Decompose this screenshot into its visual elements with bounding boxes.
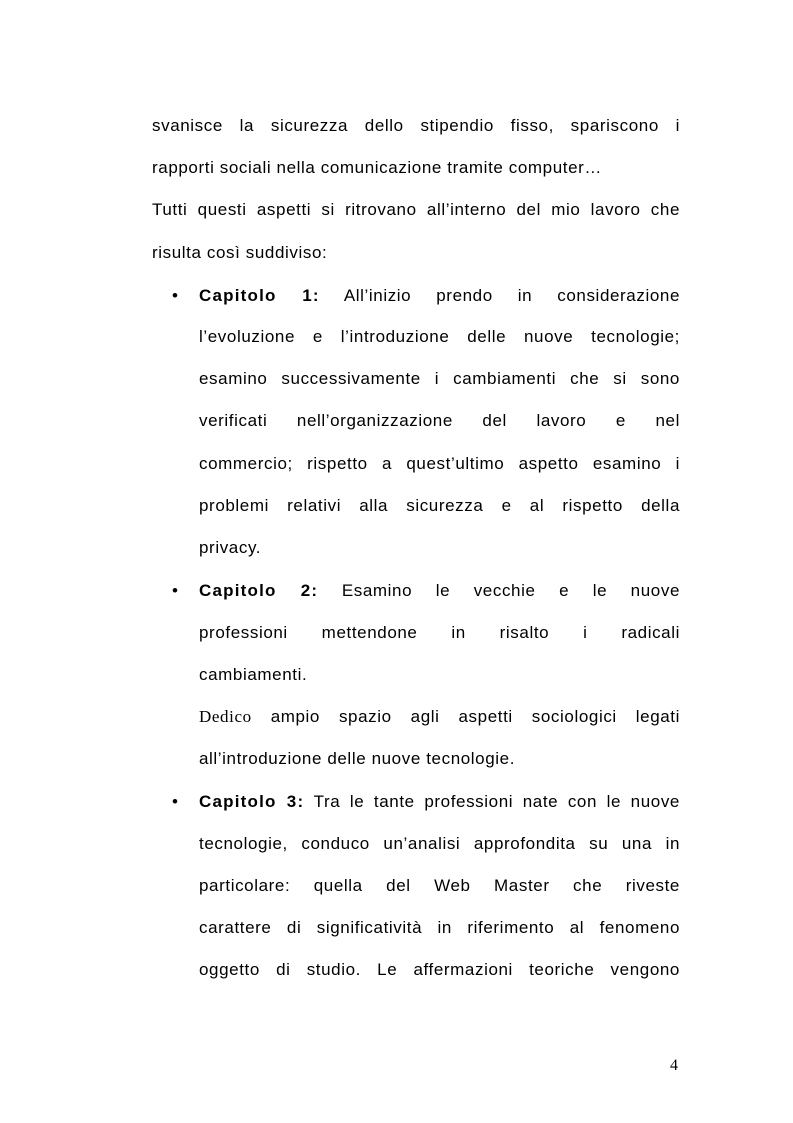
list-item-extra-line	[199, 707, 680, 727]
text-line: risulta così suddiviso:	[152, 243, 328, 262]
chapter-label: Capitolo 1:	[199, 286, 320, 305]
bullet-icon: •	[172, 792, 178, 811]
text-line: cambiamenti.	[199, 665, 308, 684]
text-span: ampio spazio agli aspetti sociologici legati	[270, 707, 681, 726]
bullet-icon: •	[172, 286, 178, 305]
text-line: carattere di significatività in riferimento al fenomeno	[199, 918, 680, 937]
list-item-first-line	[199, 792, 680, 812]
text-line: oggetto di studio. Le affermazioni teoriche vengono	[199, 960, 680, 979]
chapter-label: Capitolo 2:	[199, 581, 319, 600]
text-line: commercio; rispetto a quest’ultimo aspetto esamino i	[199, 454, 680, 473]
page-number: 4	[670, 1057, 678, 1074]
text-line: tecnologie, conduco un’analisi approfondita su una in	[199, 834, 680, 853]
text-line: all’introduzione delle nuove tecnologie.	[199, 749, 516, 768]
list-item-first-line	[199, 286, 680, 306]
text-span: Tra le tante professioni nate con le nuove	[313, 792, 680, 811]
text-line: Tutti questi aspetti si ritrovano all’interno del mio lavoro che	[152, 200, 680, 219]
bullet-icon: •	[172, 581, 178, 600]
text-line: l’evoluzione e l’introduzione delle nuove tecnologie;	[199, 327, 680, 346]
text-line: verificati nell’organizzazione del lavoro e nel	[199, 411, 680, 430]
text-line: privacy.	[199, 538, 262, 557]
text-span: Dedico	[199, 707, 252, 726]
text-line: problemi relativi alla sicurezza e al rispetto della	[199, 496, 680, 515]
text-span: Esamino le vecchie e le nuove	[341, 581, 680, 600]
text-line: professioni mettendone in risalto i radicali	[199, 623, 680, 642]
chapter-label: Capitolo 3:	[199, 792, 305, 811]
text-line: rapporti sociali nella comunicazione tramite computer…	[152, 158, 603, 177]
text-line: svanisce la sicurezza dello stipendio fisso, spariscono i	[152, 116, 680, 135]
text-span: All’inizio prendo in considerazione	[343, 286, 681, 305]
text-line: particolare: quella del Web Master che riveste	[199, 876, 680, 895]
list-item-first-line	[199, 581, 680, 601]
text-line: esamino successivamente i cambiamenti che si sono	[199, 369, 680, 388]
